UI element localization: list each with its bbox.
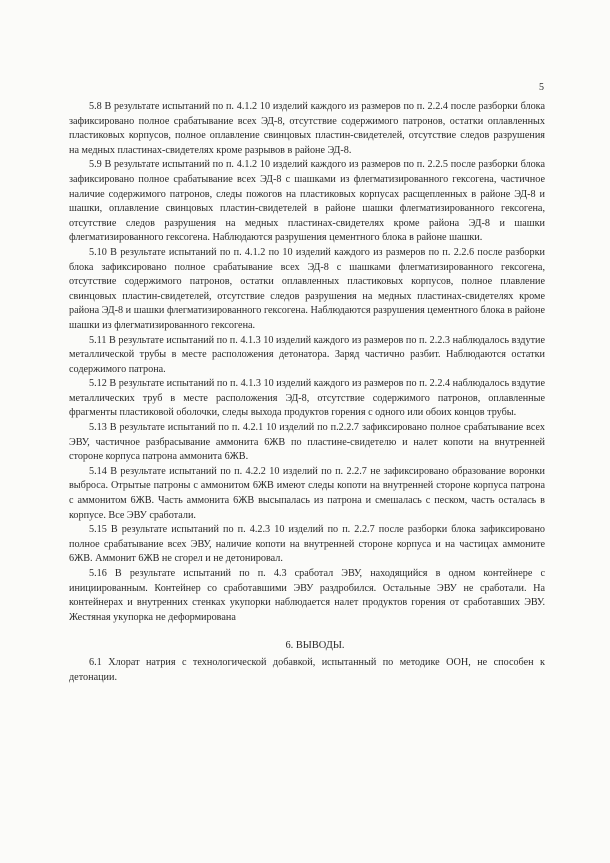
paragraph-6-1: 6.1 Хлорат натрия с технологической добавкой, испытанный по методике ООН, не способен к детонации. — [69, 656, 545, 683]
document-body — [69, 100, 545, 685]
paragraph-5-13: 5.13 В результате испытаний по п. 4.2.1 10 изделий по п.2.2.7 зафиксировано полное срабатывание всех ЭВУ, частичное разбрасывание аммонита 6ЖВ по пластине-свидетелю и налет копоти на внутренней стороне корпуса патрона аммонита 6ЖВ. — [69, 422, 545, 463]
paragraph-5-9: 5.9 В результате испытаний по п. 4.1.2 10 изделий каждого из размеров по п. 2.2.5 после разборки блока зафиксировано полное срабатывание всех ЭД-8 с шашками из флегматизированного гексогена, частичное наличие содержимого патронов, следы пожогов на пластиковых корпусах расщепленных в районе ЭД-8 и шашки, оплавление свинцовых пластин-свидетелей в районе шашки флегматизированного гексогена, отсутствие следов разрушения на медных пластинах-свидетелях кроме района ЭД-8 и шашки флегматизированного гексогена. Наблюдаются разрушения цементного блока в районе шашки. — [69, 159, 545, 244]
paragraph-5-12: 5.12 В результате испытаний по п. 4.1.3 10 изделий каждого из размеров по п. 2.2.4 наблюдалось вздутие металлических труб в месте расположения ЭД-8, отсутствие содержимого патронов, оплавленные фрагменты пластиковой оболочки, следы выхода продуктов горения с одного или обоих концов трубы. — [69, 378, 545, 419]
section-heading: 6. ВЫВОДЫ. — [285, 640, 345, 652]
paragraph-5-15: 5.15 В результате испытаний по п. 4.2.3 10 изделий по п. 2.2.7 после разборки блока зафиксировано полное срабатывание всех ЭВУ, наличие копоти на внутренней стороне корпуса и на частицах аммоните 6ЖВ. Аммонит 6ЖВ не сгорел и не детонировал. — [69, 524, 545, 565]
paragraph-5-10: 5.10 В результате испытаний по п. 4.1.2 по 10 изделий каждого из размеров по п. 2.2.6 после разборки блока зафиксировано полное срабатывание всех ЭД-8 с шашками флегматизированного гексогена, отсутствие содержимого патронов, остатки оплавленных пластиковых корпусов, полное плавление свинцовых пластин-свидетелей, отсутствие следов разрушения на медных пластинах-свидетелях кроме района ЭД-8 и шашки флегматизированного гексогена. Наблюдаются разрушения цементного блока в районе шашки из флегматизированного гексогена. — [69, 246, 545, 331]
paragraph-5-16: 5.16 В результате испытаний по п. 4.3 сработал ЭВУ, находящийся в одном контейнере с инициированным. Контейнер со сработавшими ЭВУ раздробился. Остальные ЭВУ не сработали. На контейнерах и внутренних стенках укупорки наблюдается налет продуктов горения от сработавших ЭВУ. Жестяная укупорка не деформирована — [69, 568, 545, 623]
page-number: 5 — [539, 82, 544, 93]
paragraph-5-14: 5.14 В результате испытаний по п. 4.2.2 10 изделий по п. 2.2.7 не зафиксировано образование воронки выброса. Отрытые патроны с аммонитом 6ЖВ имеют следы копоти на внутренней стороне корпуса патрона с аммонитом 6ЖВ. Часть аммонита 6ЖВ высыпалась из патрона и смешалась с песком, часть осталась в корпусе. Все ЭВУ сработали. — [69, 465, 545, 521]
paragraph-5-8: 5.8 В результате испытаний по п. 4.1.2 10 изделий каждого из размеров по п. 2.2.4 после разборки блока зафиксировано полное срабатывание всех ЭД-8, отсутствие содержимого патронов, остатки оплавленных пластиковых корпусов, полное оплавление свинцовых пластин-свидетелей, отсутствие следов разрушения на медных пластинах-свидетелях кроме разрывов в районе ЭД-8. — [69, 101, 545, 156]
paragraph-5-11: 5.11 В результате испытаний по п. 4.1.3 10 изделий каждого из размеров по п. 2.2.3 наблюдалось вздутие металлической трубы в месте расположения детонатора. Заряд частично разбит. Наблюдаются остатки содержимого патрона. — [69, 334, 545, 375]
